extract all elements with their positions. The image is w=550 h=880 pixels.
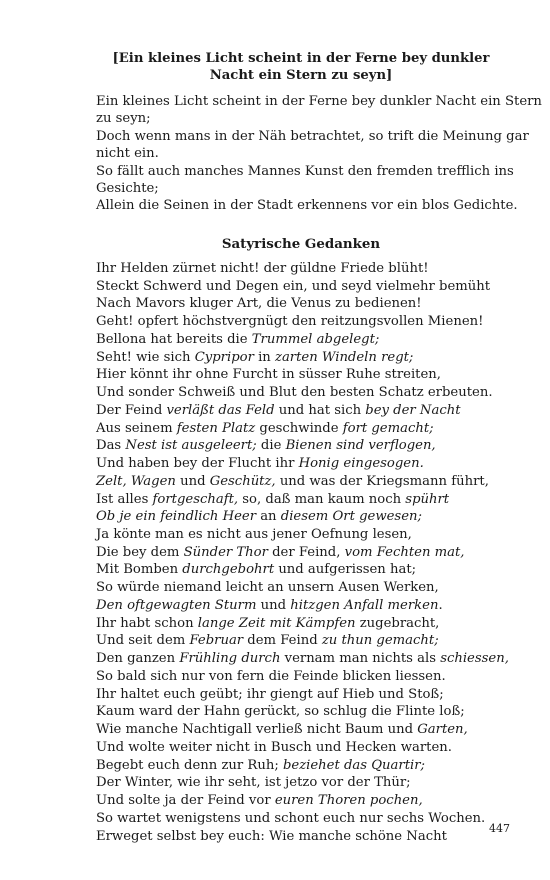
prose-line: zu seyn; (96, 111, 151, 127)
verse-italic-segment: Sünder Thor (183, 544, 268, 560)
verse-line (96, 579, 516, 597)
verse-segment: Den ganzen (96, 651, 180, 667)
verse-line (96, 295, 516, 313)
verse-line (96, 437, 516, 455)
verse-line (96, 278, 516, 296)
verse-segment: Hier könnt ihr ohne Furcht in süsser Ruhe streiten, (96, 367, 441, 383)
verse-italic-segment: Frühling durch (179, 651, 281, 667)
verse-line (96, 544, 516, 562)
verse-segment: geschwinde (255, 420, 343, 436)
section-title-2: Satyrische Gedanken (221, 236, 381, 252)
verse-segment: Seht! wie sich (96, 349, 195, 365)
verse-italic-segment: lange Zeit mit Kämpfen (197, 615, 356, 631)
verse-segment: So würde niemand leicht an unsern Ausen Werken, (96, 580, 439, 596)
verse-segment: Ihr haltet euch geübt; ihr giengt auf Hieb und Stoß; (96, 686, 444, 702)
prose-line: Gesichte; (96, 181, 159, 197)
verse-line (96, 260, 516, 278)
verse-italic-segment: diesem Ort gewesen; (280, 509, 422, 525)
verse-line (96, 508, 516, 526)
verse-italic-segment: zarten Windeln regt; (275, 349, 414, 365)
verse-italic-segment: fortgeschaft, (152, 491, 239, 507)
verse-line (96, 455, 516, 473)
verse-line (96, 650, 516, 668)
verse-segment: Erweget selbst bey euch: Wie manche schöne Nacht (96, 828, 447, 844)
verse-line (96, 420, 516, 438)
verse-segment: an (256, 509, 281, 525)
verse-line (96, 561, 516, 579)
verse-line (96, 526, 516, 544)
verse-segment: und aufgerissen hat; (274, 562, 417, 578)
verse-line (96, 774, 516, 792)
verse-segment: vernam man nichts als (280, 651, 441, 667)
verse-italic-segment: vom Fechten mat, (344, 544, 465, 560)
verse-segment: Ist alles (96, 491, 153, 507)
verse-line (96, 491, 516, 509)
verse-line (96, 473, 516, 491)
verse-italic-segment: Februar (189, 633, 244, 649)
verse-italic-segment: festen Platz (176, 420, 256, 436)
verse-italic-segment: Garten, (417, 722, 468, 738)
verse-segment: und (256, 597, 291, 613)
verse-line (96, 739, 516, 757)
verse-segment: Bellona hat bereits die (96, 331, 252, 347)
verse-segment: Der Feind (96, 402, 167, 418)
poem-verses (96, 260, 516, 845)
verse-segment: So bald sich nur von fern die Feinde blicken liessen. (96, 668, 446, 684)
section-title-1: [Ein kleines Licht scheint in der Ferne bey dunkler Nacht ein Stern zu seyn] (112, 51, 490, 83)
verse-line (96, 331, 516, 349)
verse-segment: und was der Kriegsmann führt, (275, 473, 489, 489)
verse-italic-segment: Den oftgewagten Sturm (96, 597, 257, 613)
verse-segment: Und haben bey der Flucht ihr (96, 456, 299, 472)
prose-line: So fällt auch manches Mannes Kunst den fremden trefflich ins (96, 163, 514, 179)
verse-line (96, 721, 516, 739)
verse-line (96, 668, 516, 686)
prose-paragraph-3 (96, 163, 514, 198)
verse-line (96, 384, 516, 402)
verse-line (96, 632, 516, 650)
verse-line (96, 703, 516, 721)
verse-italic-segment: fort gemacht; (342, 420, 434, 436)
prose-line: Allein die Seinen in der Stadt erkennens vor ein blos Gedichte. (96, 198, 518, 214)
prose-line: nicht ein. (96, 146, 159, 162)
verse-segment: . (438, 597, 443, 613)
verse-segment: so, daß man kaum noch (238, 491, 406, 507)
verse-line (96, 810, 516, 828)
verse-italic-segment: hitzgen Anfall merken (290, 597, 439, 613)
verse-segment: Ihr Helden zürnet nicht! der güldne Friede blüht! (96, 261, 429, 276)
verse-line (96, 686, 516, 704)
verse-segment: Und sonder Schweiß und Blut den besten Schatz erbeuten. (96, 385, 493, 401)
verse-italic-segment: Trummel abgelegt; (251, 331, 380, 347)
verse-segment: Wie manche Nachtigall verließ nicht Baum und (96, 722, 418, 738)
verse-italic-segment: Nest ist ausgeleert; (125, 438, 257, 454)
verse-line (96, 757, 516, 775)
verse-segment: Kaum ward der Hahn gerückt, so schlug die Flinte loß; (96, 704, 465, 720)
prose-paragraph-4 (96, 197, 518, 214)
verse-italic-segment: bey der Nacht (365, 402, 461, 418)
verse-segment: die (256, 438, 286, 454)
verse-segment: Ja könte man es nicht aus jener Oefnung lesen, (96, 527, 412, 543)
verse-line (96, 313, 516, 331)
verse-italic-segment: Ob je ein feindlich Heer (96, 509, 256, 525)
verse-segment: Mit Bomben (96, 562, 183, 578)
verse-segment: Begebt euch denn zur Ruh; (96, 757, 283, 773)
verse-segment: Aus seinem (96, 420, 177, 436)
verse-line (96, 349, 516, 367)
prose-paragraph-1 (96, 93, 542, 128)
verse-segment: Und wolte weiter nicht in Busch und Hecken warten. (96, 739, 452, 755)
verse-italic-segment: Cypripor (194, 349, 254, 365)
verse-segment: Die bey dem (96, 544, 184, 560)
verse-italic-segment: Honig eingesogen. (298, 456, 424, 472)
verse-line (96, 828, 516, 846)
prose-paragraph-2 (96, 128, 529, 163)
verse-segment: und (175, 473, 210, 489)
verse-segment: Nach Mavors kluger Art, die Venus zu bedienen! (96, 296, 422, 312)
verse-segment: Geht! opfert höchstvergnügt den reitzungsvollen Mienen! (96, 314, 484, 330)
verse-italic-segment: schiessen, (440, 651, 509, 667)
page-number: 447 (489, 822, 510, 835)
verse-segment: Ihr habt schon (96, 615, 198, 631)
verse-line (96, 366, 516, 384)
verse-segment: in (253, 349, 275, 365)
verse-segment: Der Winter, wie ihr seht, ist jetzo vor der Thür; (96, 775, 411, 791)
verse-line (96, 402, 516, 420)
verse-italic-segment: euren Thoren pochen, (274, 793, 423, 809)
verse-italic-segment: spührt (405, 491, 450, 507)
verse-italic-segment: verläßt das Feld (166, 402, 275, 418)
verse-segment: Das (96, 438, 126, 454)
prose-line: Ein kleines Licht scheint in der Ferne bey dunkler Nacht ein Stern (96, 94, 542, 109)
verse-line (96, 597, 516, 615)
verse-italic-segment: Bienen sind verflogen, (285, 438, 436, 454)
verse-italic-segment: Geschütz, (209, 473, 276, 489)
verse-segment: dem Feind (243, 633, 322, 649)
verse-segment: Und seit dem (96, 633, 190, 649)
verse-italic-segment: beziehet das Quartir; (282, 757, 425, 773)
prose-paragraph (96, 93, 542, 215)
verse-segment: Und solte ja der Feind vor (96, 793, 275, 809)
verse-segment: und hat sich (274, 402, 366, 418)
prose-line: Doch wenn mans in der Näh betrachtet, so trift die Meinung gar (96, 128, 529, 144)
verse-segment: So wartet wenigstens und schont euch nur sechs Wochen. (96, 810, 486, 826)
verse-segment: Steckt Schwerd und Degen ein, und seyd vielmehr bemüht (96, 278, 491, 294)
verse-line (96, 792, 516, 810)
verse-italic-segment: zu thun gemacht; (321, 633, 439, 649)
verse-line (96, 615, 516, 633)
verse-italic-segment: Zelt, Wagen (96, 473, 176, 489)
verse-segment: zugebracht, (355, 615, 440, 631)
verse-italic-segment: durchgebohrt (182, 562, 275, 578)
verse-segment: der Feind, (267, 544, 345, 560)
